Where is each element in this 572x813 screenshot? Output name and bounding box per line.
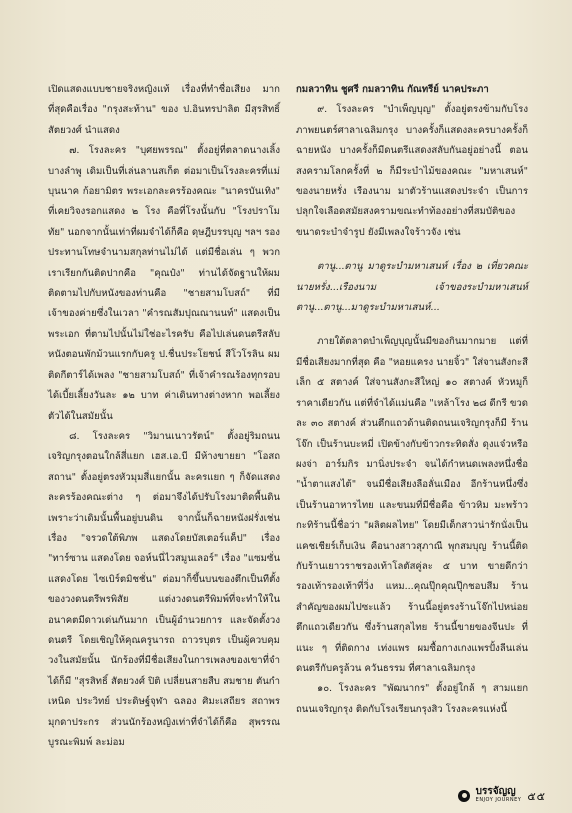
left-text-column [48, 80, 280, 753]
right-text-column [296, 80, 528, 720]
paragraph: เปิดแสดงแบบชายจริงหญิงแท้ เรื่องที่ทำชื่อเสียง มากที่สุดคือเรื่อง "กรุงสะท้าน" ของ ป.อินทรปาลิต มีสุรสิทธิ์ สัตยวงศ์ นำแสดง [48, 84, 280, 136]
page-number: ๕๕ [527, 790, 546, 803]
paragraph: ๙. โรงละคร "บำเพ็ญบุญ" ตั้งอยู่ตรงข้ามกับโรงภาพยนตร์ศาลาเฉลิมกรุง บางครั้งก็แสดงละครบางครั้งก็ฉายหนัง บางครั้งก็มีดนตรีแสดงสลับกันอยู่อย่างนี้ ตอนสงครามโลกครั้งที่ ๒ ก็มีระบำไม้ของคณะ "มหาเสนห์" ของนายหรั่ง เรืองนาม มาตัวร้านแสดงประจำ เป็นการปลุกใจเลือดสมัยสงครามขณะทำท้องอย่างที่สมบัติของ ขนาดระบำจำรูป ยังมีเพลงใจร้าวจัง เช่น [296, 104, 528, 238]
paragraph: ๗. โรงละคร "บุศยพรรณ" ตั้งอยู่ที่ตลาดนางเลิ้ง บางลำพู เดิมเป็นที่เล่นลานสเก็ต ต่อมาเป็นโรงละครที่แม่บุนนาค ก้อยามิตร พระเอกละครร้องคณะ "นาครบันเทิง" ที่เคยวิจงรอกแสดง ๒ โรง คือที่โรงนั้นกับ "โรงปราโมทัย" นอกจากนั้นเท่าที่ผมจำได้ก็คือ ดุษฎีบรรบุญ ฯลฯ รองประทานโทษจำนามสกุลท่านไม่ได้ แต่มีชื่อเล่น ๆ พวกเราเรียกกันติดปากคือ "คุณป๋ง" ท่านได้จัดฐานให้ผมติดตามไปกับหนังของท่านคือ "ชายสามโบสถ์" ที่มีเจ้าของค่ายซึ่งในเวลา "คำรณสัมปุณณานนท์" แสดงเป็นพระเอก ที่ตามไปนั้นไม่ใช่อะไรครับ คือไปเล่นดนตรีสลับหนังตอนพักม้วนแรกกับครู ป.ชื่นประโยชน์ สีโวโรลิน ผมติดกีตาร์ได้เพลง "ชายสามโบสถ์" ที่เจ้าคำรณร้องทุกรอบได้เบี้ยเลี้ยงวันละ ๑๒ บาท ค่าเดินทางต่างหาก พอเลี้ยงตัวได้ในสมัยนั้น [48, 145, 280, 422]
magazine-logo-icon [458, 790, 470, 802]
paragraph: กมลวาทิน ชูศรี กมลวาทิน กัณทรีย์ นาคประภา [296, 84, 489, 95]
song-lyrics: ตานู...ตานู มาดูระบำมหาเสนห์ เรื่อง ๒ เที่ยวคณะนายหรั่ง...เรืองนาม เจ้าของระบำมหาเสนห์ ตานู...ตานู...มาดูระบำมหาเสนห์... [296, 261, 528, 314]
paragraph: ๘. โรงละคร "วิมานเนาวรัตน์" ตั้งอยู่ริมถนนเจริญกรุงตอนใกล้สี่แยก เฮส.เอ.บี มีห้างขายยา "โอสถสถาน" ตั้งอยู่ตรงหัวมุมสี่แยกนั้น ละครแยก ๆ ก็จัดแสดงละครร้องคณะต่าง ๆ ต่อมาจึงได้ปรับโรงมาติดพื้นดิน เพราะว่าเดิมนั้นพื้นอยู่บนดิน จากนั้นก็ฉายหนังฝรั่งเช่นเรื่อง "จรวดใต้พิภพ แสดงโดยบัสเตอร์แค็ป" เรื่อง "ทาร์ซาน แสดงโดย จอห์นนี่ไวสมูนเลอร์" เรื่อง "แซมซั่น แสดงโดย ไซเบิร์ตมิชชั่น" ต่อมาก็ขึ้นบนของตึกเป็นทีตั้งของวงดนตรีพรพิสัย แต่งวงดนตรีพิมพ์ที่จะทำให้ในอนาคตมีดาวเด่นกันมาก เป็นผู้อำนวยการ และจัดตั้งวงดนตรี โดยเชิญให้คุณครูนารถ ถาวรบุตร เป็นผู้ควบคุมวงในสมัยนั้น นักร้องที่มีชื่อเสียงในการเพลงของเขาที่จำได้ก็มี "สุรสิทธิ์ สัตยวงศ์ ปิติ เปลี่ยนสายสืบ สมชาย ตันกำเหนิด ประวิทย์ ประดิษฐ์จุฬา ฉลอง ศิมะเสถียร สถาพร มุกดาประกร ส่วนนักร้องหญิงเท่าที่จำได้ก็คือ สุพรรณ บูรณะพิมพ์ ละม่อม [48, 430, 280, 748]
paragraph: ๑๐. โรงละคร "พัฒนากร" ตั้งอยู่ใกล้ ๆ สามแยกถนนเจริญกรุง ติดกับโรงเรียนกรุงสิว โรงละครแห่งนี้ [296, 683, 528, 715]
magazine-logo: บรรจัญญ ENJOY JOURNEY [475, 786, 522, 803]
page-footer [458, 787, 546, 805]
paragraph: ภายใต้ตลาดบำเพ็ญบุญนั้นมีของกินมากมาย แต่ที่มีชื่อเสียงมากที่สุด คือ "หอยแครง นายจิ้ว" ใส่จานสังกะสีเล็ก ๕ สตางค์ ใส่จานสังกะสีใหญ่ ๑๐ สตางค์ หัวหมูก็ราคาเดียวกัน แต่ที่จำได้แม่นคือ "เหล้าโรง ๒๘ ดีกรี ขวดละ ๓๐ สตางค์ ส่วนตึกแถวด้านติดถนนเจริญกรุงก็มี ร้านโจ๊ก เป็นร้านบะหมี่ เปิดข้างกับข้าวกระทิดสั่ง ดุงแจ๋วหรือผงจ่า อาร์มกิร มานิ่งประจำ จนได้กำหนดเพลงหนึ่งชื่อ "น้ำตาแสงไต้" จนมีชื่อเสียงลือลั่นเมือง อีกร้านหนึ่งซึ่งเป็นร้านอาหารไทย และขนมที่มีชื่อคือ ข้าวหิม มะพร้าวกะทิร้านนี้ชื่อว่า "ผลิตผลไทย" โดยมีเด็กสาวน่ารักนั่งเป็นแคชเชียร์เก็บเงิน คือนางสาวสุภาณี พุกสมบุญ ร้านนี้ติดกับร้านเยาวราชรองเท้าโลตัสคู่ละ ๕ บาท ขายดีกว่ารองเท้ารองเท้าที่วิ่ง แหม...คุณปุ๊กคุณปุ๊กชอบสีม ร้านสำคัญของผมไปซะแล้ว ร้านนี้อยู่ตรงร้านโจ๊กไปหน่อยตึกแถวเดียวกัน ซึ่งร้านสกุลไทย ร้านนี้ขายของจีนปะ ที่แนะ ๆ ที่ติดกาง เท่งแพร ผมซื้อกางเกงแพรปั้งลีนเล่นดนตรีกับครูล้วน ควันธรรม ที่ศาลาเฉลิมกรุง [296, 336, 528, 674]
